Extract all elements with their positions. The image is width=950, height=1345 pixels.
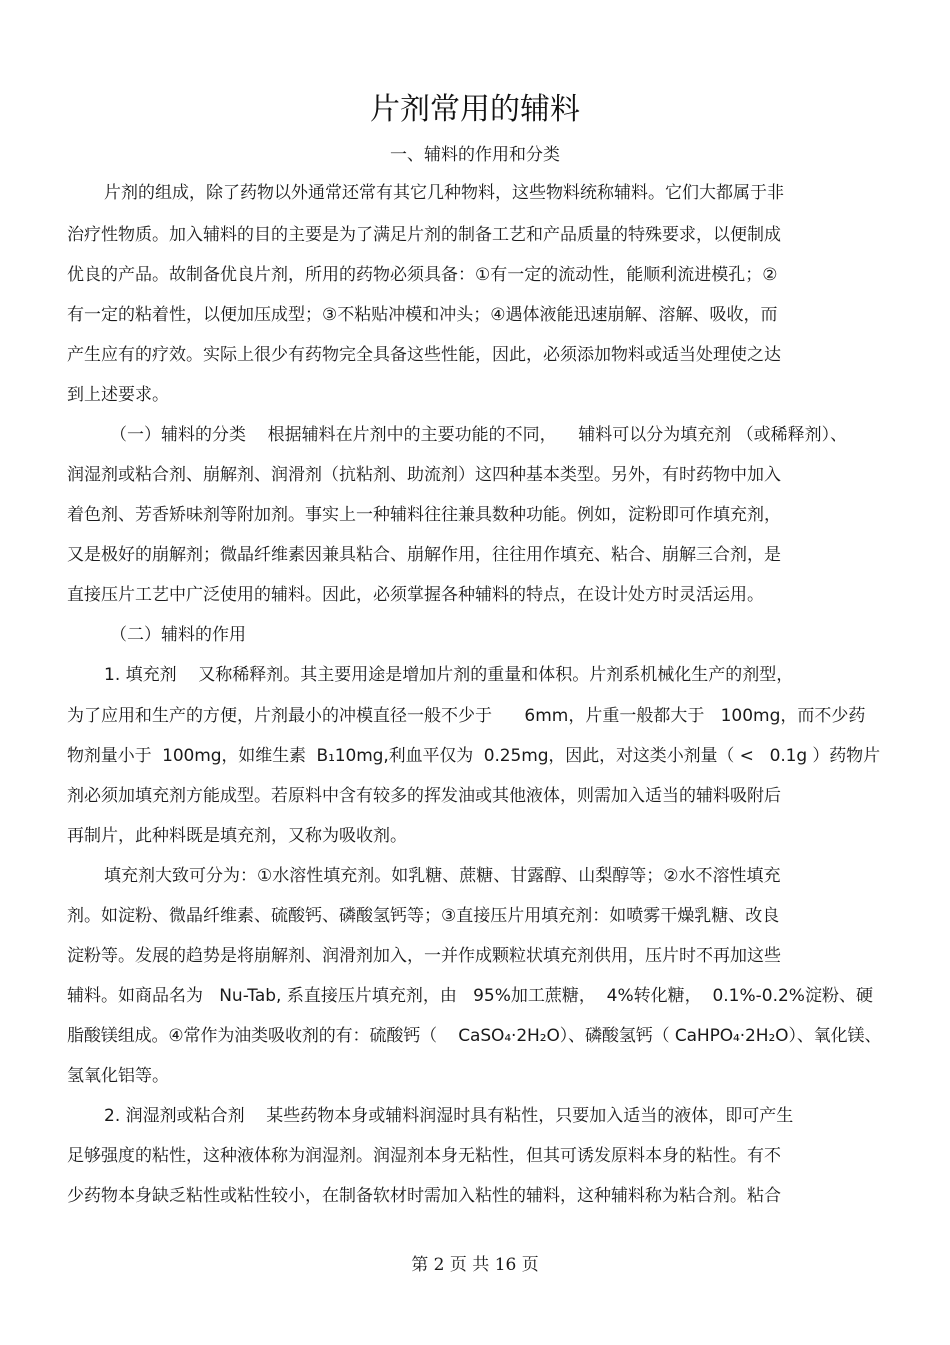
text-line: 足够强度的粘性，这种液体称为润湿剂。润湿剂本身无粘性，但其可诱发原料本身的粘性。有不 [67,1146,781,1166]
section-heading: （二）辅料的作用 [110,625,246,645]
text-line: 氢氧化铝等。 [67,1066,169,1086]
text-line: 优良的产品。故制备优良片剂，所用的药物必须具备：①有一定的流动性，能顺利流进模孔；② [67,265,778,285]
text-line: 为了应用和生产的方便，片剂最小的冲模直径一般不少于 6mm，片重一般都大于 100mg，而不少药 [67,706,866,726]
text-line: 治疗性物质。加入辅料的目的主要是为了满足片剂的制备工艺和产品质量的特殊要求，以便制成 [67,225,781,245]
page-title: 片剂常用的辅料 [370,92,580,127]
text-line: 又是极好的崩解剂；微晶纤维素因兼具粘合、崩解作用，往往用作填充、粘合、崩解三合剂，是 [67,545,781,565]
text-line: 1. 填充剂 又称稀释剂。其主要用途是增加片剂的重量和体积。片剂系机械化生产的剂型， [104,665,794,685]
text-line: 再制片，此种料既是填充剂，又称为吸收剂。 [67,826,407,846]
text-line: 产生应有的疗效。实际上很少有药物完全具备这些性能，因此，必须添加物料或适当处理使之达 [67,345,781,365]
text-line: 填充剂大致可分为：①水溶性填充剂。如乳糖、蔗糖、甘露醇、山梨醇等；②水不溶性填充 [104,866,781,886]
page-number: 第 2 页 共 16 页 [411,1255,539,1275]
text-line: 润湿剂或粘合剂、崩解剂、润滑剂（抗粘剂、助流剂）这四种基本类型。另外，有时药物中加入 [67,465,781,485]
text-line: 到上述要求。 [67,385,169,405]
text-line: （一）辅料的分类 根据辅料在片剂中的主要功能的不同， 辅料可以分为填充剂 （或稀释剂）、 [110,425,848,445]
text-line: 直接压片工艺中广泛使用的辅料。因此，必须掌握各种辅料的特点，在设计处方时灵活运用。 [67,585,764,605]
text-line: 2. 润湿剂或粘合剂 某些药物本身或辅料润湿时具有粘性，只要加入适当的液体，即可产生 [104,1106,794,1126]
text-line: 辅料。如商品名为 Nu-Tab, 系直接压片填充剂，由 95%加工蔗糖， 4%转化糖， 0.1%-0.2%淀粉、硬 [67,986,873,1006]
section-heading: 一、辅料的作用和分类 [390,145,560,165]
text-line: 有一定的粘着性，以便加压成型；③不粘贴冲模和冲头；④遇体液能迅速崩解、溶解、吸收，而 [67,305,778,325]
text-line: 物剂量小于 100mg，如维生素 B₁10mg,利血平仅为 0.25mg，因此，对这类小剂量（ < 0.1g ）药物片 [67,746,880,766]
text-line: 片剂的组成，除了药物以外通常还常有其它几种物料，这些物料统称辅料。它们大都属于非 [104,183,784,203]
text-line: 脂酸镁组成。④常作为油类吸收剂的有：硫酸钙（ CaSO₄·2H₂O）、磷酸氢钙（ CaHPO₄·2H₂O）、氧化镁、 [67,1026,882,1046]
text-line: 剂必须加填充剂方能成型。若原料中含有较多的挥发油或其他液体，则需加入适当的辅料吸附后 [67,786,781,806]
text-line: 剂。如淀粉、微晶纤维素、硫酸钙、磷酸氢钙等；③直接压片用填充剂：如喷雾干燥乳糖、改良 [67,906,780,926]
text-line: 着色剂、芳香矫味剂等附加剂。事实上一种辅料往往兼具数种功能。例如，淀粉即可作填充剂， [67,505,781,525]
text-line: 少药物本身缺乏粘性或粘性较小，在制备软材时需加入粘性的辅料，这种辅料称为粘合剂。粘合 [67,1186,781,1206]
text-line: 淀粉等。发展的趋势是将崩解剂、润滑剂加入，一并作成颗粒状填充剂供用，压片时不再加这些 [67,946,781,966]
